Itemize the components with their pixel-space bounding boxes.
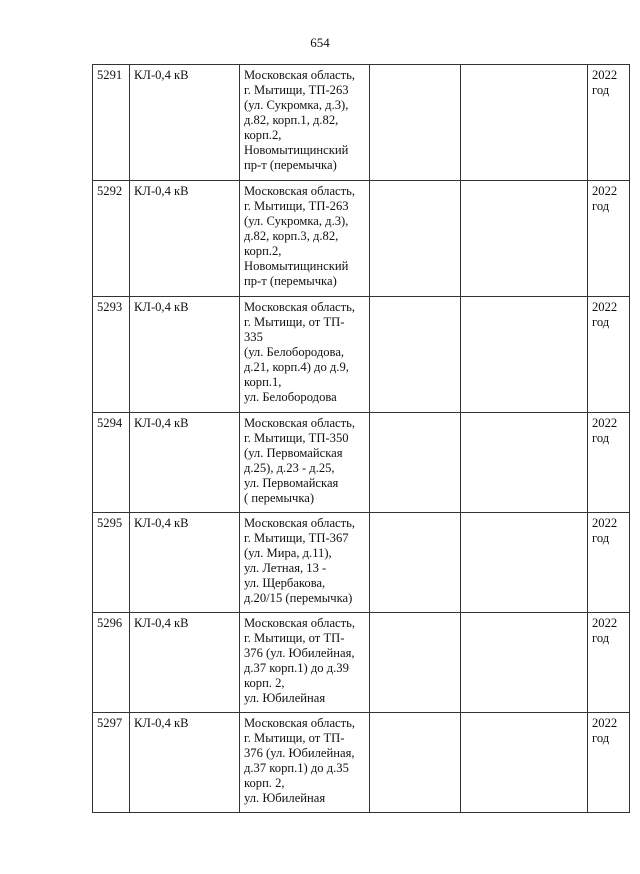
line-type-cell: КЛ-0,4 кВ — [130, 65, 240, 181]
registry-table-body — [93, 65, 630, 813]
address-line: д.25), д.23 - д.25, — [244, 461, 335, 475]
registry-table — [92, 64, 630, 813]
address-line: (ул. Сукромка, д.3), — [244, 98, 349, 112]
address-line: ул. Первомайская — [244, 476, 339, 490]
year-cell — [588, 297, 630, 413]
table-row — [93, 297, 630, 413]
empty-cell — [461, 297, 588, 413]
line-type-cell: КЛ-0,4 кВ — [130, 513, 240, 613]
empty-cell — [370, 65, 461, 181]
row-number-cell: 5291 — [93, 65, 130, 181]
address-line: Московская область, — [244, 516, 356, 530]
row-number-cell: 5294 — [93, 413, 130, 513]
address-line: Московская область, — [244, 68, 356, 82]
address-line: (ул. Сукромка, д.3), — [244, 214, 349, 228]
address-line: ул. Щербакова, — [244, 576, 326, 590]
empty-cell — [461, 513, 588, 613]
empty-cell — [461, 413, 588, 513]
empty-cell — [370, 297, 461, 413]
address-line: г. Мытищи, от ТП- — [244, 631, 345, 645]
table-row — [93, 181, 630, 297]
year-cell — [588, 713, 630, 813]
address-line: 376 (ул. Юбилейная, — [244, 746, 355, 760]
address-line: Московская область, — [244, 300, 356, 314]
address-line: корп.2, — [244, 244, 282, 258]
address-line: Московская область, — [244, 716, 356, 730]
page-number: 654 — [310, 35, 330, 50]
empty-cell — [461, 181, 588, 297]
address-cell — [240, 65, 370, 181]
empty-cell — [461, 65, 588, 181]
address-line: д.82, корп.1, д.82, — [244, 113, 339, 127]
address-line: д.37 корп.1) до д.39 — [244, 661, 349, 675]
address-line: г. Мытищи, ТП-263 — [244, 199, 349, 213]
row-number-cell: 5296 — [93, 613, 130, 713]
address-line: корп. 2, — [244, 776, 285, 790]
line-type-cell: КЛ-0,4 кВ — [130, 297, 240, 413]
year-value: 2022 — [592, 716, 618, 730]
year-unit: год — [592, 731, 610, 745]
address-line: корп.1, — [244, 375, 282, 389]
address-line: Новомытищинский — [244, 259, 349, 273]
address-line: корп.2, — [244, 128, 282, 142]
year-cell — [588, 513, 630, 613]
line-type-cell: КЛ-0,4 кВ — [130, 713, 240, 813]
address-line: ул. Юбилейная — [244, 791, 326, 805]
address-line: ул. Белобородова — [244, 390, 337, 404]
address-line: 376 (ул. Юбилейная, — [244, 646, 355, 660]
address-cell — [240, 181, 370, 297]
table-row — [93, 413, 630, 513]
address-line: ул. Летная, 13 - — [244, 561, 327, 575]
year-unit: год — [592, 315, 610, 329]
line-type-cell: КЛ-0,4 кВ — [130, 181, 240, 297]
address-line: д.21, корп.4) до д.9, — [244, 360, 349, 374]
year-cell — [588, 65, 630, 181]
address-line: г. Мытищи, ТП-367 — [244, 531, 349, 545]
address-cell — [240, 297, 370, 413]
row-number-cell: 5293 — [93, 297, 130, 413]
address-line: Московская область, — [244, 416, 356, 430]
empty-cell — [370, 613, 461, 713]
address-line: г. Мытищи, ТП-350 — [244, 431, 349, 445]
year-cell — [588, 413, 630, 513]
year-value: 2022 — [592, 416, 618, 430]
empty-cell — [461, 613, 588, 713]
address-cell — [240, 613, 370, 713]
year-cell — [588, 181, 630, 297]
address-line: пр-т (перемычка) — [244, 274, 337, 288]
line-type-cell: КЛ-0,4 кВ — [130, 413, 240, 513]
year-value: 2022 — [592, 68, 618, 82]
table-row — [93, 713, 630, 813]
empty-cell — [461, 713, 588, 813]
row-number-cell: 5292 — [93, 181, 130, 297]
table-row — [93, 65, 630, 181]
empty-cell — [370, 181, 461, 297]
year-value: 2022 — [592, 184, 618, 198]
year-value: 2022 — [592, 516, 618, 530]
address-line: Московская область, — [244, 184, 356, 198]
address-line: 335 — [244, 330, 263, 344]
address-line: г. Мытищи, ТП-263 — [244, 83, 349, 97]
line-type-cell: КЛ-0,4 кВ — [130, 613, 240, 713]
address-cell — [240, 413, 370, 513]
address-line: пр-т (перемычка) — [244, 158, 337, 172]
address-line: (ул. Мира, д.11), — [244, 546, 332, 560]
address-line: (ул. Белобородова, — [244, 345, 345, 359]
address-line: ( перемычка) — [244, 491, 315, 505]
empty-cell — [370, 713, 461, 813]
year-unit: год — [592, 631, 610, 645]
address-line: Новомытищинский — [244, 143, 349, 157]
address-line: д.82, корп.3, д.82, — [244, 229, 339, 243]
year-value: 2022 — [592, 300, 618, 314]
address-line: г. Мытищи, от ТП- — [244, 731, 345, 745]
year-unit: год — [592, 531, 610, 545]
empty-cell — [370, 513, 461, 613]
year-value: 2022 — [592, 616, 618, 630]
address-line: г. Мытищи, от ТП- — [244, 315, 345, 329]
year-unit: год — [592, 83, 610, 97]
year-unit: год — [592, 431, 610, 445]
year-unit: год — [592, 199, 610, 213]
address-line: Московская область, — [244, 616, 356, 630]
table-row — [93, 613, 630, 713]
empty-cell — [370, 413, 461, 513]
row-number-cell: 5295 — [93, 513, 130, 613]
address-line: д.37 корп.1) до д.35 — [244, 761, 349, 775]
row-number-cell: 5297 — [93, 713, 130, 813]
address-line: ул. Юбилейная — [244, 691, 326, 705]
year-cell — [588, 613, 630, 713]
address-cell — [240, 513, 370, 613]
address-line: д.20/15 (перемычка) — [244, 591, 353, 605]
address-line: корп. 2, — [244, 676, 285, 690]
table-row — [93, 513, 630, 613]
address-cell — [240, 713, 370, 813]
address-line: (ул. Первомайская — [244, 446, 343, 460]
